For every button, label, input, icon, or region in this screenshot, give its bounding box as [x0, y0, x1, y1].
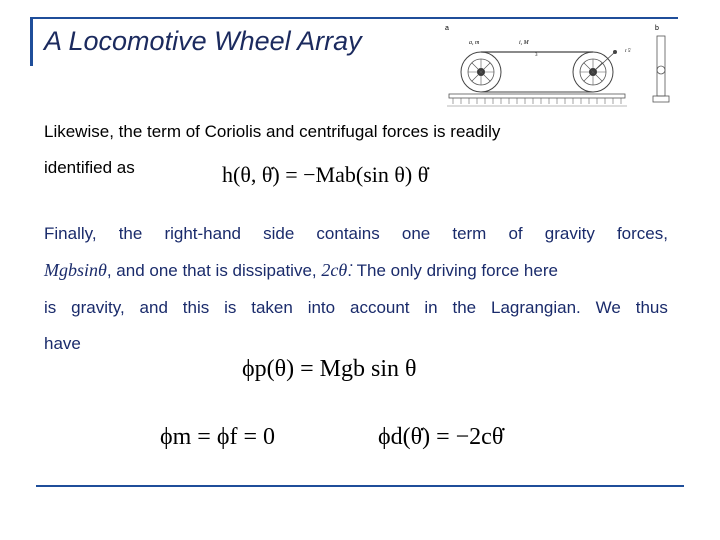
paragraph-line1-word: forces,	[616, 224, 668, 243]
equation-phi-mf: ϕm = ϕf = 0	[160, 424, 275, 450]
paragraph-line3-word: is	[44, 298, 57, 317]
paragraph-line2-end: . The only driving force here	[347, 261, 558, 280]
paragraph-line3-word: is	[224, 298, 237, 317]
intro-text-line2: identified as	[44, 158, 135, 177]
paragraph-line3	[44, 298, 668, 318]
paragraph-line2	[44, 260, 668, 281]
slide-title: A Locomotive Wheel Array	[44, 26, 362, 56]
paragraph-line3-word: taken	[251, 298, 293, 317]
paragraph-line3-word: the	[452, 298, 477, 317]
figure-label-3: 3	[535, 53, 538, 58]
locomotive-wheel-figure	[443, 22, 683, 110]
paragraph-line3-word: We	[595, 298, 621, 317]
paragraph-line3-word: Lagrangian.	[490, 298, 581, 317]
paragraph-line2-mid: , and one that is dissipative,	[106, 261, 317, 280]
figure-panel-a-label: a	[445, 25, 449, 32]
title-top-rule	[30, 17, 678, 19]
paragraph-line3-word: account	[349, 298, 410, 317]
paragraph-line3-word: into	[307, 298, 336, 317]
figure-label-il: i, M	[519, 40, 529, 46]
equation-phi-d: ϕd(θ̇) = −2cθ̇	[378, 424, 504, 450]
paragraph-line3-word: in	[424, 298, 438, 317]
paragraph-line1-word: the	[118, 224, 143, 243]
paragraph-line1-word: right-hand	[164, 224, 242, 243]
equation-phi-p: ϕp(θ) = Mgb sin θ	[242, 356, 417, 382]
equation-gravity-inline: Mgbsinθ	[44, 260, 107, 280]
paragraph-line3-word: this	[182, 298, 210, 317]
figure-panel-b-label: b	[655, 25, 659, 32]
title-left-rule	[30, 18, 33, 66]
paragraph-line4: have	[44, 334, 81, 353]
paragraph-line3-word: gravity,	[71, 298, 125, 317]
paragraph-line1-word: contains	[316, 224, 380, 243]
paragraph-line1-word: one	[401, 224, 431, 243]
paragraph-line1-word: term	[452, 224, 487, 243]
figure-label-r5: r 5'	[625, 49, 632, 54]
paragraph-line1-word: of	[508, 224, 523, 243]
paragraph-line3-word: thus	[635, 298, 668, 317]
paragraph-line1-word: side	[263, 224, 295, 243]
paragraph-line1	[44, 224, 668, 244]
paragraph-line1-word: Finally,	[44, 224, 97, 243]
intro-text-line1: Likewise, the term of Coriolis and centrifugal forces is readily	[44, 122, 501, 141]
paragraph-line3-word: and	[139, 298, 168, 317]
figure-label-am: a, m	[469, 40, 480, 46]
paragraph-line1-word: gravity	[544, 224, 595, 243]
equation-dissipative-inline: 2cθ̇	[321, 260, 348, 280]
equation-coriolis: h(θ, θ̇) = −Mab(sin θ) θ̇	[222, 162, 429, 187]
bottom-rule	[36, 485, 684, 487]
